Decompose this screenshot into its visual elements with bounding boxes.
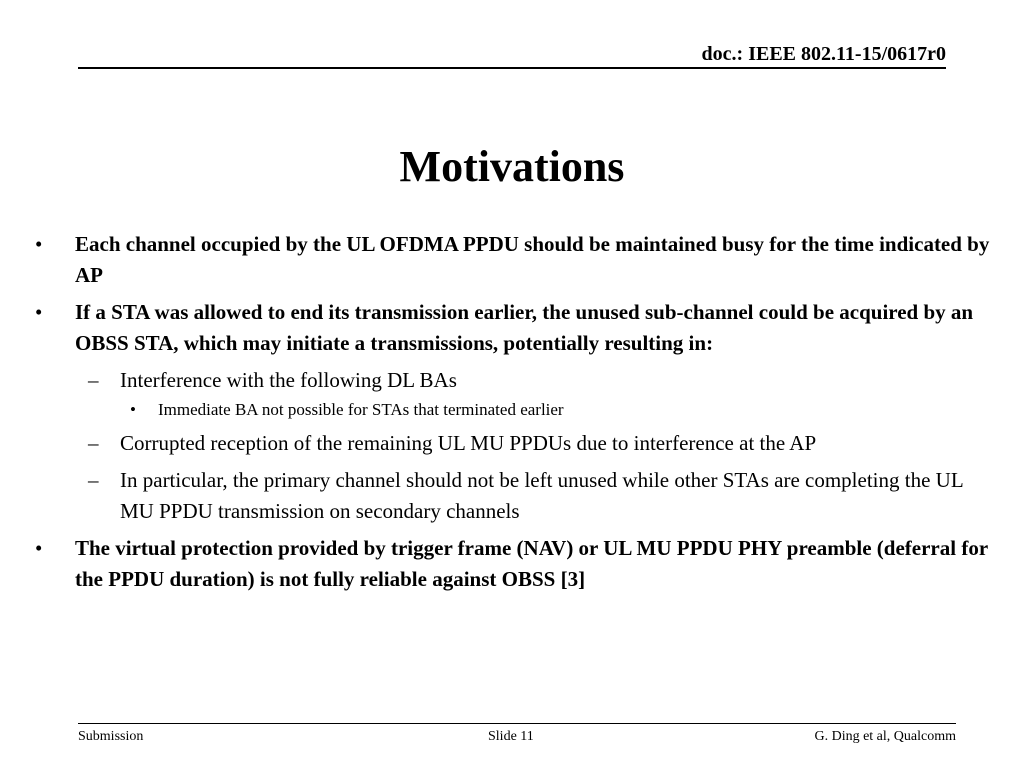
sub-bullet-text: Interference with the following DL BAs bbox=[120, 368, 457, 392]
bullet-item bbox=[30, 533, 990, 595]
bullet-marker: • bbox=[35, 232, 43, 256]
slide-title: Motivations bbox=[399, 142, 625, 192]
sub-bullet-item bbox=[30, 465, 990, 527]
sub-sub-bullet-item bbox=[30, 399, 990, 421]
dash-marker: – bbox=[88, 431, 99, 455]
header-rule bbox=[78, 67, 946, 69]
sub-sub-bullet-text: Immediate BA not possible for STAs that terminated earlier bbox=[158, 400, 564, 419]
sub-bullet-text: Corrupted reception of the remaining UL MU PPDUs due to interference at the AP bbox=[120, 431, 817, 455]
dash-marker: – bbox=[88, 468, 99, 492]
bullet-marker: • bbox=[35, 536, 43, 560]
document-id: doc.: IEEE 802.11-15/0617r0 bbox=[701, 43, 946, 65]
bullet-text: Each channel occupied by the UL OFDMA PPDU should be maintained busy for the time indicated by AP bbox=[75, 232, 990, 287]
bullet-item bbox=[30, 229, 990, 291]
sub-bullet-item bbox=[30, 428, 990, 459]
bullet-item bbox=[30, 297, 990, 359]
bullet-marker: • bbox=[130, 400, 136, 419]
sub-bullet-item bbox=[30, 365, 990, 396]
bullet-text: If a STA was allowed to end its transmission earlier, the unused sub-channel could be acquired by an OBSS STA, which may initiate a transmissions, potentially resulting in: bbox=[75, 300, 974, 355]
slide-body bbox=[30, 229, 990, 601]
bullet-marker: • bbox=[35, 300, 43, 324]
footer-slide-number: Slide 11 bbox=[488, 729, 534, 744]
sub-bullet-text: In particular, the primary channel should not be left unused while other STAs are completing the UL MU PPDU transmission on secondary channels bbox=[120, 468, 963, 523]
dash-marker: – bbox=[88, 368, 99, 392]
footer-submission: Submission bbox=[78, 729, 144, 744]
footer-rule bbox=[78, 723, 956, 724]
bullet-text: The virtual protection provided by trigger frame (NAV) or UL MU PPDU PHY preamble (deferral for the PPDU duration) is not fully reliable against OBSS [3] bbox=[75, 536, 988, 591]
footer-author: G. Ding et al, Qualcomm bbox=[814, 729, 956, 744]
